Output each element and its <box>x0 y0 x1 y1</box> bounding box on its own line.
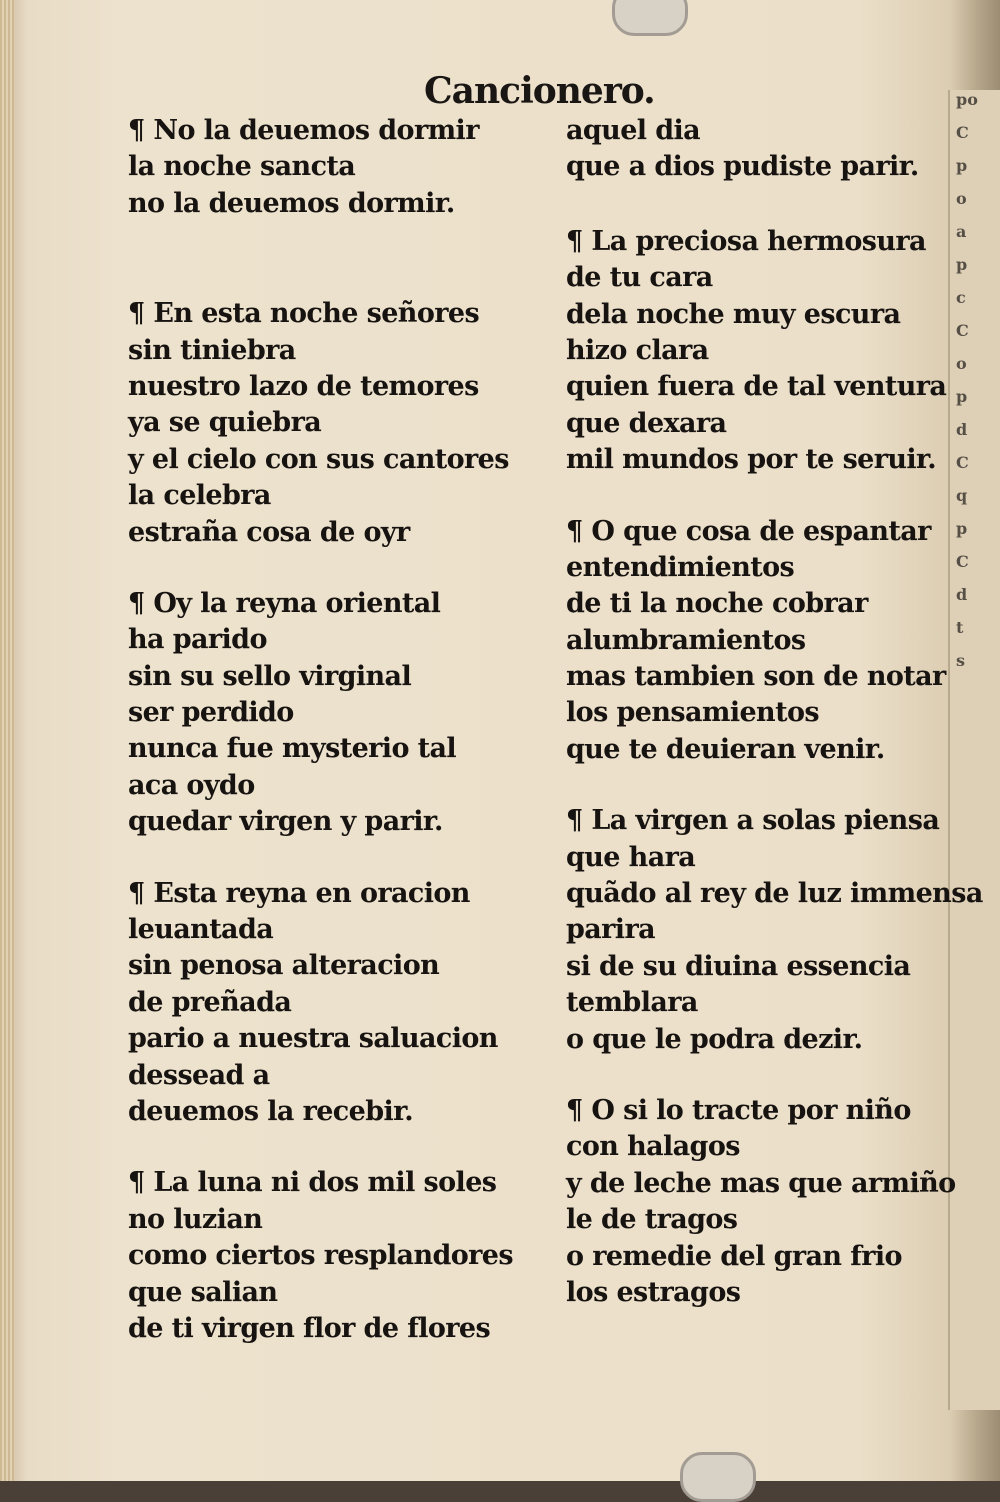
verse-line: nuestro lazo de temores <box>128 370 479 402</box>
verse-line: quedar virgen y parir. <box>128 806 443 838</box>
verse-line: no luzian <box>128 1203 263 1235</box>
verse-line: deuemos la recebir. <box>128 1095 414 1127</box>
verse-line: y el cielo con sus cantores <box>128 443 509 475</box>
verse-line: ¶ O si lo tracte por niño <box>566 1094 911 1126</box>
verse-line: que a dios pudiste parir. <box>566 151 919 183</box>
stanza <box>128 296 513 551</box>
right-column <box>566 113 983 1311</box>
verse-line: ya se quiebra <box>128 407 322 439</box>
stanza <box>128 113 513 222</box>
verse-line: hizo clara <box>566 334 709 366</box>
stanza <box>566 224 983 479</box>
verse-line: le de tragos <box>566 1204 738 1236</box>
verse-line: o que le podra dezir. <box>566 1023 863 1055</box>
verse-line: y de leche mas que armiño <box>566 1167 956 1199</box>
verse-line: ¶ Oy la reyna oriental <box>128 587 441 619</box>
verse-line: la noche sancta <box>128 151 356 183</box>
stanza <box>128 1165 513 1347</box>
verse-line: ¶ En esta noche señores <box>128 298 480 330</box>
verse-line: que te deuieran venir. <box>566 733 885 765</box>
bottom-clip <box>680 1452 756 1502</box>
verse-line: quien fuera de tal ventura <box>566 371 947 403</box>
verse-line: mas tambien son de notar <box>566 661 946 693</box>
stanza <box>566 514 983 769</box>
verse-line: de tu cara <box>566 262 713 294</box>
verse-line: ¶ O que cosa de espantar <box>566 515 931 547</box>
verse-line: temblara <box>566 987 698 1019</box>
verse-line: ¶ La luna ni dos mil soles <box>128 1167 497 1199</box>
stanza <box>128 876 513 1131</box>
verse-line: de ti la noche cobrar <box>566 588 868 620</box>
top-clip <box>612 0 688 36</box>
verse-line: sin su sello virginal <box>128 660 412 692</box>
verse-line: estraña cosa de oyr <box>128 516 410 548</box>
verse-line: dela noche muy escura <box>566 298 901 330</box>
verse-line: ¶ Esta reyna en oracion <box>128 877 470 909</box>
verse-line: que hara <box>566 841 696 873</box>
left-column <box>128 113 513 1347</box>
stanza <box>128 586 513 841</box>
verse-line: aquel dia <box>566 115 701 146</box>
verse-line: ha parido <box>128 624 267 656</box>
verse-line: ¶ No la deuemos dormir <box>128 115 479 146</box>
verse-line: parira <box>566 914 655 946</box>
verse-line: no la deuemos dormir. <box>128 187 455 219</box>
verse-line: sin tiniebra <box>128 334 296 366</box>
verse-line: quãdo al rey de luz immensa <box>566 878 983 910</box>
verse-line: que salian <box>128 1276 278 1308</box>
adjacent-page-edge: po C p o a p c C o p d C q p C d t s <box>948 90 1000 1410</box>
stanza <box>566 803 983 1058</box>
verse-line: dessead a <box>128 1059 270 1091</box>
verse-line: leuantada <box>128 914 274 946</box>
page-edge <box>0 0 14 1481</box>
verse-line: ¶ La virgen a solas piensa <box>566 805 940 837</box>
verse-line: entendimientos <box>566 551 795 583</box>
verse-line: con halagos <box>566 1131 740 1163</box>
verse-line: de ti virgen flor de flores <box>128 1312 491 1344</box>
verse-line: si de su diuina essencia <box>566 950 911 982</box>
running-title: Cancionero. <box>424 70 655 112</box>
verse-line: los estragos <box>566 1276 741 1308</box>
verse-line: nunca fue mysterio tal <box>128 733 457 765</box>
verse-line: de preñada <box>128 986 292 1018</box>
verse-line: como ciertos resplandores <box>128 1240 513 1272</box>
verse-line: aca oydo <box>128 769 255 801</box>
verse-line: o remedie del gran frio <box>566 1240 902 1272</box>
verse-line: mil mundos por te seruir. <box>566 444 937 476</box>
verse-line: los pensamientos <box>566 697 819 729</box>
stanza <box>566 1093 983 1311</box>
verse-line: la celebra <box>128 480 271 512</box>
verse-line: pario a nuestra saluacion <box>128 1023 498 1055</box>
verse-line: ser perdido <box>128 697 294 729</box>
verse-line: ¶ La preciosa hermosura <box>566 225 926 257</box>
verse-line: que dexara <box>566 407 727 439</box>
stanza <box>566 113 983 186</box>
verse-line: sin penosa alteracion <box>128 950 440 982</box>
verse-line: alumbramientos <box>566 624 806 656</box>
